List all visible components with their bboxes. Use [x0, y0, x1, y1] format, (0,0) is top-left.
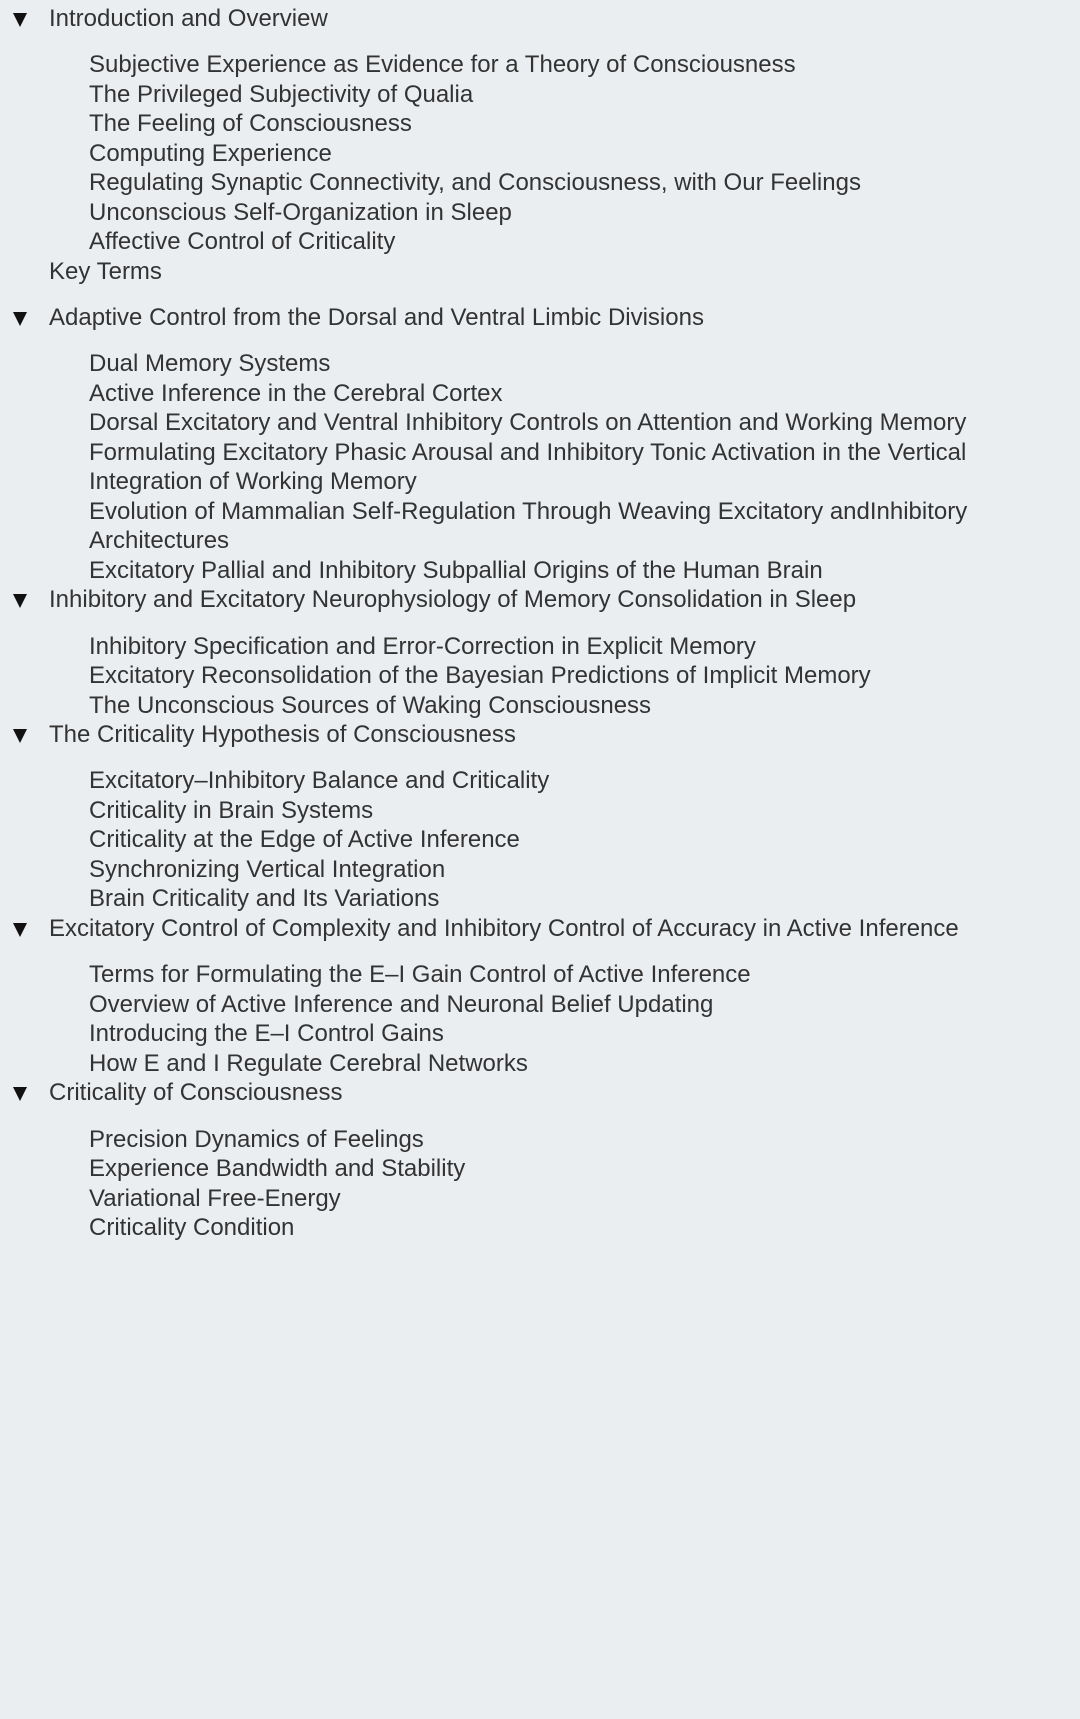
toc-section-header[interactable] — [0, 303, 1080, 333]
toc-item[interactable]: Computing Experience — [89, 139, 332, 167]
toc-item[interactable]: The Privileged Subjectivity of Qualia — [89, 80, 474, 108]
toc-section-header[interactable] — [0, 257, 1080, 287]
toc-item[interactable]: The Unconscious Sources of Waking Consciousness — [89, 691, 652, 719]
toc-section — [0, 914, 1080, 1078]
toc-item[interactable]: Evolution of Mammalian Self-Regulation Through Weaving Excitatory andInhibitory Architectures — [89, 497, 968, 555]
toc-item[interactable]: Affective Control of Criticality — [89, 228, 396, 256]
toc-item[interactable]: Overview of Active Inference and Neuronal Belief Updating — [89, 990, 714, 1018]
toc-item[interactable]: Formulating Excitatory Phasic Arousal and Inhibitory Tonic Activation in the Vertical Integration of Working Memory — [89, 438, 967, 496]
toc-item[interactable]: Introducing the E–I Control Gains — [89, 1020, 444, 1048]
toc-section — [0, 720, 1080, 914]
toc-item[interactable]: Unconscious Self-Organization in Sleep — [89, 198, 512, 226]
toc-section-header[interactable] — [0, 585, 1080, 615]
toc-section-label: Key Terms — [49, 257, 162, 285]
toc-item[interactable]: Inhibitory Specification and Error-Correction in Explicit Memory — [89, 632, 756, 660]
toc-section-header[interactable] — [0, 4, 1080, 34]
toc-item[interactable]: Experience Bandwidth and Stability — [89, 1155, 466, 1183]
toc-children — [0, 1125, 1080, 1243]
toc-section-header[interactable] — [0, 1078, 1080, 1108]
toc-section-label: Inhibitory and Excitatory Neurophysiology of Memory Consolidation in Sleep — [49, 586, 857, 614]
toc-item[interactable]: Dorsal Excitatory and Ventral Inhibitory Controls on Attention and Working Memory — [89, 409, 967, 437]
toc-item[interactable]: Brain Criticality and Its Variations — [89, 885, 440, 913]
triangle-down-icon[interactable] — [13, 312, 27, 326]
triangle-down-icon[interactable] — [13, 594, 27, 608]
toc-item[interactable]: Terms for Formulating the E–I Gain Control of Active Inference — [89, 961, 751, 989]
toc-section-label: Adaptive Control from the Dorsal and Ventral Limbic Divisions — [49, 304, 704, 332]
toc-section — [0, 585, 1080, 720]
toc-section-label: The Criticality Hypothesis of Consciousness — [49, 721, 516, 749]
toc-item[interactable]: Criticality in Brain Systems — [89, 796, 374, 824]
toc-children — [0, 50, 1080, 257]
toc-section-label: Excitatory Control of Complexity and Inhibitory Control of Accuracy in Active Inference — [49, 914, 959, 942]
toc-item[interactable]: Variational Free-Energy — [89, 1184, 341, 1212]
toc-item[interactable]: Excitatory Reconsolidation of the Bayesian Predictions of Implicit Memory — [89, 662, 871, 690]
toc-item[interactable]: The Feeling of Consciousness — [89, 110, 412, 138]
toc-item[interactable]: Active Inference in the Cerebral Cortex — [89, 379, 503, 407]
toc-item[interactable]: Criticality Condition — [89, 1214, 295, 1242]
toc-section — [0, 1078, 1080, 1242]
toc-item[interactable]: Regulating Synaptic Connectivity, and Consciousness, with Our Feelings — [89, 169, 861, 197]
toc-children — [0, 632, 1080, 721]
toc-item[interactable]: Excitatory Pallial and Inhibitory Subpallial Origins of the Human Brain — [89, 556, 823, 584]
triangle-down-icon[interactable] — [13, 729, 27, 743]
triangle-down-icon[interactable] — [13, 13, 27, 27]
toc-section — [0, 257, 1080, 287]
toc-section-label: Criticality of Consciousness — [49, 1079, 343, 1107]
triangle-down-icon[interactable] — [13, 1087, 27, 1101]
toc-section — [0, 4, 1080, 257]
toc-section — [0, 303, 1080, 585]
toc-item[interactable]: Precision Dynamics of Feelings — [89, 1125, 424, 1153]
toc-section-label: Introduction and Overview — [49, 5, 328, 32]
toc-children — [0, 349, 1080, 585]
toc-item[interactable]: How E and I Regulate Cerebral Networks — [89, 1049, 528, 1077]
toc-item[interactable]: Dual Memory Systems — [89, 350, 331, 378]
triangle-down-icon[interactable] — [13, 923, 27, 937]
toc-section-header[interactable] — [0, 914, 1080, 944]
toc-children — [0, 766, 1080, 914]
toc-item[interactable]: Criticality at the Edge of Active Inference — [89, 826, 520, 854]
toc-item[interactable]: Subjective Experience as Evidence for a Theory of Consciousness — [89, 51, 796, 79]
toc-item[interactable]: Excitatory–Inhibitory Balance and Criticality — [89, 767, 550, 795]
toc-section-header[interactable] — [0, 720, 1080, 750]
toc-item[interactable]: Synchronizing Vertical Integration — [89, 855, 446, 883]
toc-children — [0, 960, 1080, 1078]
